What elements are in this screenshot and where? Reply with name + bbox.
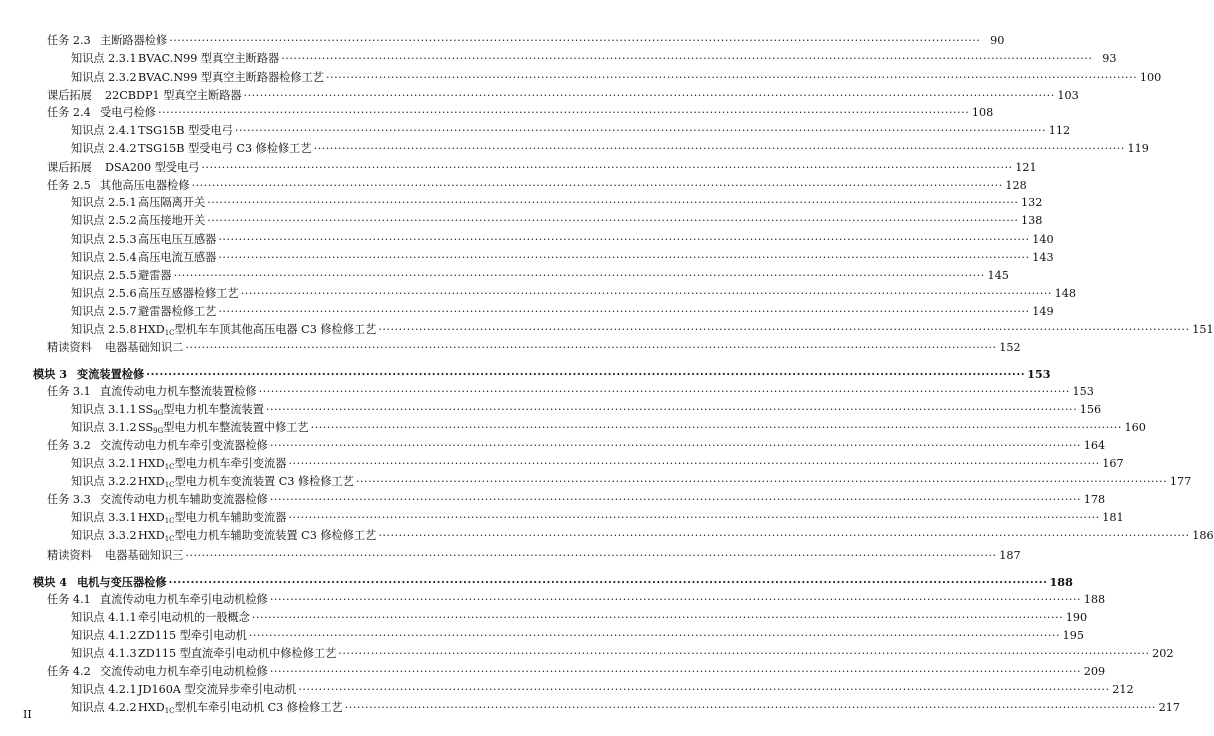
toc-entry-page: 178	[1083, 493, 1106, 506]
toc-entry-page: 153	[1027, 367, 1051, 381]
toc-entry-page: 160	[1124, 421, 1146, 434]
title-subscript: 1C	[164, 535, 175, 543]
toc-entry-number: 任务 4.1	[47, 593, 91, 606]
toc-entry-title: BVAC.N99 型真空主断路器检修工艺	[138, 71, 324, 84]
toc-entry-page: 140	[1032, 233, 1054, 246]
toc-entry-page: 187	[999, 549, 1021, 562]
dot-leader: ········································································································································································································	[201, 161, 1013, 174]
dot-leader: ········································································································································································································	[218, 233, 1030, 246]
toc-entry[interactable]	[71, 194, 1043, 212]
dot-leader: ········································································································································································································	[243, 89, 1055, 102]
title-prefix: HXD	[138, 529, 165, 542]
dot-leader: ········································································································································································································	[338, 647, 1150, 660]
toc-entry-number: 知识点 4.1.3	[71, 647, 137, 660]
toc-entry-number: 知识点 4.2.2	[71, 701, 137, 714]
toc-entry-title: 直流传动电力机车整流装置检修	[100, 385, 257, 398]
title-prefix: HXD	[138, 475, 165, 488]
toc-entry-page: 148	[1054, 287, 1076, 300]
toc-entry[interactable]	[71, 609, 1088, 627]
toc-entry-title: 避雷器	[138, 269, 172, 282]
dot-leader: ········································································································································································································	[258, 385, 1070, 398]
toc-entry-title: 高压电压互感器	[138, 233, 217, 246]
toc-entry-page: 143	[1032, 251, 1054, 264]
title-subscript: 1C	[164, 707, 175, 715]
toc-entry-number: 知识点 3.1.1	[71, 403, 137, 416]
toc-entry[interactable]	[71, 50, 1117, 68]
toc-entry[interactable]	[33, 365, 1051, 383]
toc-entry[interactable]	[47, 32, 1005, 50]
toc-entry[interactable]	[47, 437, 1106, 455]
title-prefix: HXD	[138, 511, 165, 524]
toc-entry-page: 181	[1102, 511, 1124, 524]
toc-entry[interactable]	[71, 69, 1162, 87]
dot-leader: ········································································································································································································	[173, 269, 985, 282]
toc-entry[interactable]	[71, 231, 1054, 249]
toc-entry-number: 知识点 2.5.1	[71, 196, 137, 209]
dot-leader: ········································································································································································································	[185, 549, 997, 562]
dot-leader: ········································································································································································································	[378, 529, 1190, 542]
toc-entry-number: 任务 2.5	[47, 179, 91, 192]
toc-entry-page: 188	[1049, 575, 1073, 589]
title-subscript: 1C	[164, 329, 175, 337]
toc-entry-title: 高压互感器检修工艺	[138, 287, 239, 300]
toc-entry-page: 90	[990, 34, 1005, 47]
toc-entry-title: 直流传动电力机车牵引电动机检修	[100, 593, 268, 606]
toc-entry[interactable]	[71, 401, 1102, 419]
toc-entry-number: 课后拓展	[47, 89, 92, 102]
toc-entry-page: 195	[1062, 629, 1085, 642]
toc-entry-title: 高压接地开关	[138, 214, 206, 227]
toc-entry-page: 108	[971, 106, 994, 119]
toc-entry-title: 受电弓检修	[100, 106, 156, 119]
title-prefix: SS	[138, 421, 154, 434]
toc-entry-page: 93	[1102, 52, 1117, 65]
toc-entry[interactable]	[71, 527, 1214, 545]
toc-entry-page: 177	[1169, 475, 1192, 488]
toc-entry-number: 任务 3.2	[47, 439, 91, 452]
toc-entry-title: 高压隔离开关	[138, 196, 206, 209]
toc-entry-title: 交流传动电力机车牵引变流器检修	[100, 439, 268, 452]
toc-entry[interactable]	[47, 591, 1106, 609]
toc-entry[interactable]	[47, 177, 1027, 195]
toc-entry-number: 精读资料	[47, 549, 92, 562]
dot-leader: ········································································································································································································	[310, 421, 1122, 434]
dot-leader: ········································································································································································································	[313, 142, 1125, 155]
dot-leader: ········································································································································································································	[218, 305, 1030, 318]
toc-entry-title: 变流装置检修	[77, 367, 145, 381]
title-subscript: 9G	[153, 409, 164, 417]
toc-entry-number: 知识点 4.1.2	[71, 629, 137, 642]
toc-entry-number: 课后拓展	[47, 161, 92, 174]
title-prefix: HXD	[138, 457, 165, 470]
toc-entry-number: 知识点 3.2.2	[71, 475, 137, 488]
toc-entry-title: DSA200 型受电弓	[105, 161, 200, 174]
toc-entry-number: 知识点 2.5.7	[71, 305, 137, 318]
toc-entry[interactable]	[71, 303, 1054, 321]
title-subscript: 1C	[164, 463, 175, 471]
toc-entry-title: 22CBDP1 型真空主断路器	[105, 89, 242, 102]
toc-entry-title: JD160A 型交流异步牵引电动机	[138, 683, 297, 696]
toc-entry-title: 电器基础知识二	[105, 341, 184, 354]
title-suffix: 型电力机车整流装置中修工艺	[163, 421, 309, 434]
toc-entry[interactable]	[71, 681, 1134, 699]
title-prefix: HXD	[138, 323, 165, 336]
toc-entry[interactable]	[47, 159, 1037, 177]
toc-entry[interactable]	[71, 627, 1085, 645]
toc-entry-page: 186	[1192, 529, 1214, 542]
toc-entry[interactable]	[47, 383, 1094, 401]
toc-entry-page: 164	[1083, 439, 1106, 452]
dot-leader: ········································································································································································································	[240, 287, 1052, 300]
toc-entry[interactable]	[71, 473, 1192, 491]
toc-entry-number: 任务 2.3	[47, 34, 91, 47]
title-suffix: 型电力机车变流装置 C3 修检修工艺	[174, 475, 354, 488]
page-folio: II	[23, 708, 32, 721]
toc-entry-title: 其他高压电器检修	[100, 179, 190, 192]
title-prefix: SS	[138, 403, 154, 416]
dot-leader: ········································································································································································································	[269, 665, 1082, 678]
dot-leader: ········································································································································································································	[281, 52, 1093, 65]
toc-entry[interactable]	[71, 455, 1124, 473]
toc-entry-number: 知识点 2.5.5	[71, 269, 137, 282]
toc-entry-page: 103	[1057, 89, 1079, 102]
toc-entry-title: BVAC.N99 型真空主断路器	[138, 52, 280, 65]
toc-entry[interactable]	[47, 663, 1106, 681]
dot-leader: ········································································································································································································	[169, 34, 981, 47]
toc-entry[interactable]	[47, 87, 1079, 105]
dot-leader: ········································································································································································································	[355, 475, 1168, 488]
title-suffix: 型电力机车牵引变流器	[174, 457, 287, 470]
toc-entry-page: 153	[1072, 385, 1094, 398]
toc-entry-page: 212	[1112, 683, 1134, 696]
toc-entry-title: 高压电流互感器	[138, 251, 217, 264]
toc-entry-title	[138, 419, 309, 437]
toc-entry-title: 交流传动电力机车辅助变流器检修	[100, 493, 268, 506]
toc-entry-number: 知识点 2.3.2	[71, 71, 137, 84]
toc-entry[interactable]	[71, 285, 1076, 303]
toc-entry-title	[138, 699, 343, 717]
dot-leader: ········································································································································································································	[234, 124, 1047, 137]
dot-leader: ········································································································································································································	[269, 493, 1082, 506]
toc-entry-number: 精读资料	[47, 341, 92, 354]
toc-entry-number: 知识点 3.2.1	[71, 457, 137, 470]
toc-entry-page: 145	[987, 269, 1009, 282]
toc-entry-page: 151	[1192, 323, 1214, 336]
toc-entry-title: 避雷器检修工艺	[138, 305, 217, 318]
toc-entry-number: 知识点 3.3.2	[71, 529, 137, 542]
toc-entry-number: 知识点 4.2.1	[71, 683, 137, 696]
toc-entry-number: 知识点 4.1.1	[71, 611, 137, 624]
title-suffix: 型机车牵引电动机 C3 修检修工艺	[174, 701, 343, 714]
dot-leader: ········································································································································································································	[269, 439, 1082, 452]
toc-entry-title: 交流传动电力机车牵引电动机检修	[100, 665, 268, 678]
dot-leader: ········································································································································································································	[157, 106, 970, 119]
toc-entry-number: 知识点 2.5.3	[71, 233, 137, 246]
toc-entry[interactable]	[47, 547, 1021, 565]
toc-entry-title	[138, 473, 354, 491]
title-subscript: 1C	[164, 481, 175, 489]
title-suffix: 型电力机车整流装置	[163, 403, 264, 416]
toc-entry-page: 132	[1021, 196, 1043, 209]
dot-leader: ········································································································································································································	[344, 701, 1156, 714]
toc-entry-page: 188	[1083, 593, 1106, 606]
toc-entry-title: ZD115 型直流牵引电动机中修检修工艺	[138, 647, 337, 660]
title-suffix: 型电力机车辅助变流装置 C3 修检修工艺	[174, 529, 377, 542]
dot-leader: ········································································································································································································	[251, 611, 1064, 624]
toc-entry-number: 知识点 2.4.2	[71, 142, 137, 155]
toc-entry[interactable]	[71, 699, 1180, 717]
toc-entry-page: 167	[1102, 457, 1124, 470]
dot-leader: ········································································································································································································	[146, 367, 1026, 381]
toc-entry[interactable]	[71, 140, 1149, 158]
toc-entry-page: 190	[1065, 611, 1088, 624]
toc-entry-title: 牵引电动机的一般概念	[138, 611, 250, 624]
toc-entry-page: 128	[1005, 179, 1027, 192]
toc-entry-number: 任务 3.1	[47, 385, 91, 398]
toc-entry-number: 知识点 2.5.2	[71, 214, 137, 227]
toc-entry-page: 100	[1139, 71, 1162, 84]
toc-entry-title: ZD115 型牵引电动机	[138, 629, 247, 642]
title-suffix: 型电力机车辅助变流器	[174, 511, 287, 524]
toc-entry-page: 156	[1079, 403, 1102, 416]
toc-entry-title: 主断路器检修	[100, 34, 168, 47]
toc-entry-number: 知识点 2.5.6	[71, 287, 137, 300]
dot-leader: ········································································································································································································	[288, 511, 1100, 524]
toc-entry-number: 任务 3.3	[47, 493, 91, 506]
toc-entry[interactable]	[71, 645, 1174, 663]
title-subscript: 1C	[164, 517, 175, 525]
dot-leader: ········································································································································································································	[185, 341, 997, 354]
toc-entry-number: 知识点 3.3.1	[71, 511, 137, 524]
toc-entry[interactable]	[33, 573, 1073, 591]
toc-entry[interactable]	[71, 122, 1071, 140]
toc-entry-page: 202	[1152, 647, 1174, 660]
toc-entry-number: 模块 4	[33, 575, 68, 589]
toc-entry-number: 知识点 2.3.1	[71, 52, 137, 65]
toc-entry-page: 119	[1127, 142, 1149, 155]
toc-entry[interactable]	[71, 419, 1146, 437]
dot-leader: ········································································································································································································	[269, 593, 1082, 606]
toc-entry-page: 149	[1032, 305, 1054, 318]
dot-leader: ········································································································································································································	[288, 457, 1100, 470]
toc-entry-number: 知识点 2.5.8	[71, 323, 137, 336]
dot-leader: ········································································································································································································	[325, 71, 1138, 84]
toc-entry-title	[138, 321, 376, 339]
toc-entry-title	[138, 455, 286, 473]
toc-entry-number: 模块 3	[33, 367, 68, 381]
toc-entry[interactable]	[47, 491, 1106, 509]
dot-leader: ········································································································································································································	[207, 196, 1019, 209]
title-subscript: 9G	[153, 427, 164, 435]
toc-entry[interactable]	[71, 212, 1043, 230]
toc-entry-title	[138, 401, 264, 419]
dot-leader: ········································································································································································································	[265, 403, 1078, 416]
toc-entry[interactable]	[71, 321, 1214, 339]
title-suffix: 型机车车顶其他高压电器 C3 修检修工艺	[174, 323, 377, 336]
toc-entry-title	[138, 509, 286, 527]
toc-entry[interactable]	[71, 249, 1054, 267]
toc-entry-number: 知识点 3.1.2	[71, 421, 137, 434]
toc-entry-title	[138, 527, 376, 545]
toc-entry-title: TSG15B 型受电弓 C3 修检修工艺	[138, 142, 312, 155]
dot-leader: ········································································································································································································	[378, 323, 1190, 336]
toc-entry-number: 任务 4.2	[47, 665, 91, 678]
dot-leader: ········································································································································································································	[207, 214, 1019, 227]
toc-entry-title: 电器基础知识三	[105, 549, 184, 562]
title-prefix: HXD	[138, 701, 165, 714]
toc-entry-number: 知识点 2.5.4	[71, 251, 137, 264]
dot-leader: ········································································································································································································	[191, 179, 1003, 192]
toc-entry[interactable]	[71, 509, 1124, 527]
toc-entry[interactable]	[47, 104, 994, 122]
toc-entry-title: TSG15B 型受电弓	[138, 124, 233, 137]
toc-entry-number: 任务 2.4	[47, 106, 91, 119]
toc-entry-page: 138	[1021, 214, 1043, 227]
dot-leader: ········································································································································································································	[298, 683, 1110, 696]
toc-entry[interactable]	[47, 339, 1021, 357]
toc-entry-title: 电机与变压器检修	[77, 575, 167, 589]
dot-leader: ········································································································································································································	[168, 575, 1048, 589]
toc-entry[interactable]	[71, 267, 1009, 285]
toc-entry-page: 217	[1158, 701, 1180, 714]
toc-entry-page: 112	[1048, 124, 1071, 137]
toc-entry-number: 知识点 2.4.1	[71, 124, 137, 137]
dot-leader: ········································································································································································································	[248, 629, 1061, 642]
toc-entry-page: 152	[999, 341, 1021, 354]
toc-entry-page: 121	[1015, 161, 1037, 174]
dot-leader: ········································································································································································································	[218, 251, 1030, 264]
toc-entry-page: 209	[1083, 665, 1106, 678]
